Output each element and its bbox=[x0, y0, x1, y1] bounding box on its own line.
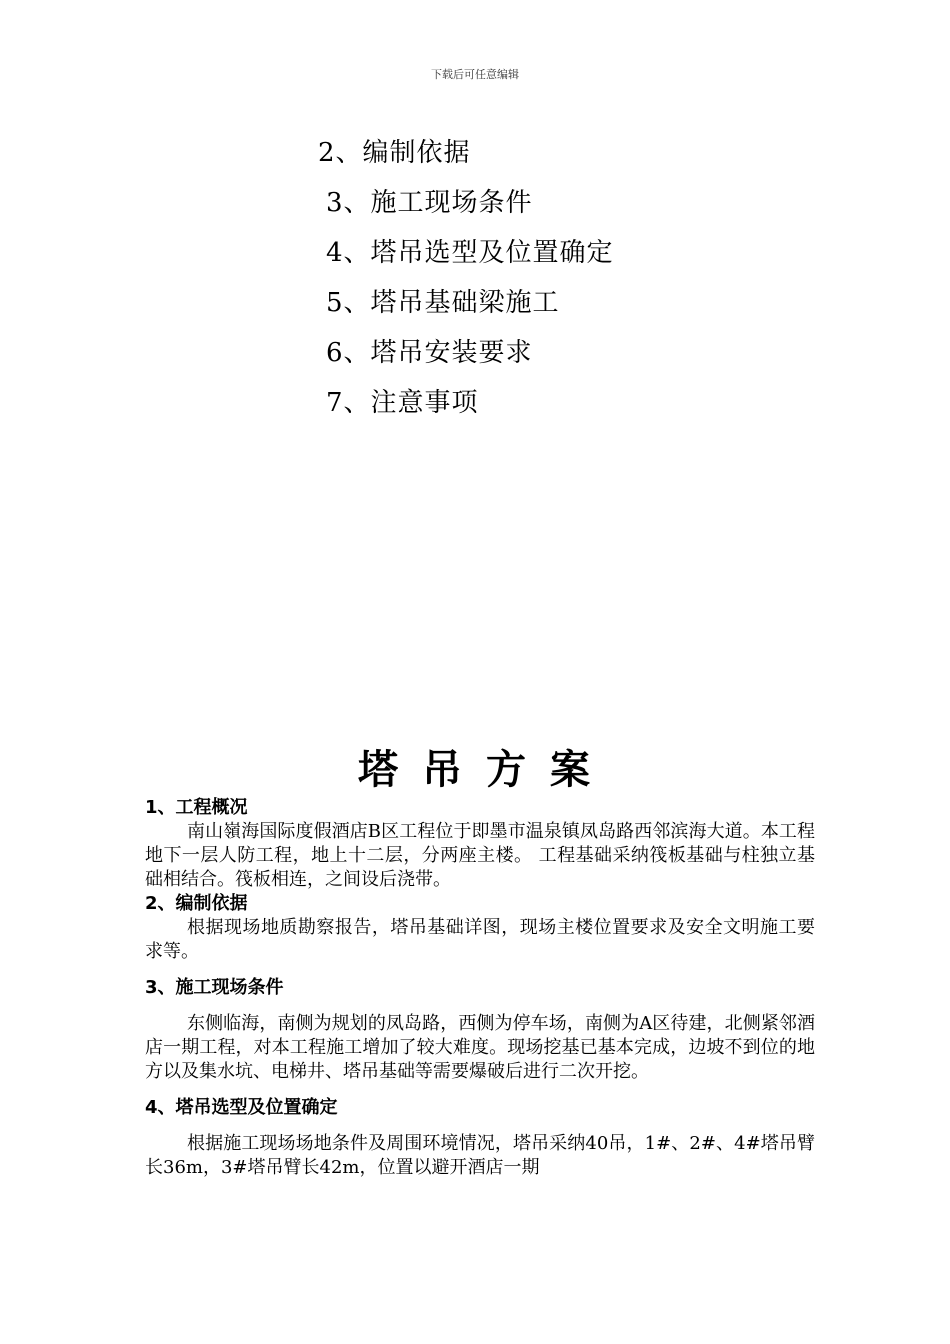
section-heading-overview: 1、工程概况 bbox=[145, 797, 248, 818]
section-paragraph-overview: 南山嶺海国际度假酒店B区工程位于即墨市温泉镇凤岛路西邻滨海大道。本工程地下一层人防工程，地上十二层，分两座主楼。 工程基础采纳筏板基础与柱独立基础相结合。筏板相连，之间设后浇带。 bbox=[145, 821, 815, 890]
toc-item-foundation: 5、塔吊基础梁施工 bbox=[326, 288, 560, 318]
toc-item-basis: 2、编制依据 bbox=[318, 138, 471, 168]
section-heading-selection: 4、塔吊选型及位置确定 bbox=[145, 1097, 338, 1118]
document-title: 塔吊方案 bbox=[358, 747, 614, 793]
toc-item-selection: 4、塔吊选型及位置确定 bbox=[326, 238, 614, 268]
toc-item-installation: 6、塔吊安装要求 bbox=[326, 338, 533, 368]
page-header: 下载后可任意编辑 bbox=[431, 68, 519, 81]
section-paragraph-site: 东侧临海，南侧为规划的凤岛路，西侧为停车场，南侧为A区待建，北侧紧邻酒店一期工程，对本工程施工增加了较大难度。现场挖基已基本完成，边坡不到位的地方以及集水坑、电梯井、塔吊基础等需要爆破后进行二次开挖。 bbox=[145, 1013, 815, 1082]
toc-item-site: 3、施工现场条件 bbox=[326, 188, 533, 218]
section-paragraph-selection: 根据施工现场场地条件及周围环境情况，塔吊采纳40吊，1#、2#、4#塔吊臂长36m，3#塔吊臂长42m，位置以避开酒店一期 bbox=[145, 1133, 815, 1178]
section-heading-site: 3、施工现场条件 bbox=[145, 977, 284, 998]
section-heading-basis: 2、编制依据 bbox=[145, 893, 248, 914]
section-paragraph-basis: 根据现场地质勘察报告，塔吊基础详图，现场主楼位置要求及安全文明施工要求等。 bbox=[145, 917, 815, 962]
toc-item-notes: 7、注意事项 bbox=[326, 388, 479, 418]
document-body bbox=[145, 796, 815, 1180]
